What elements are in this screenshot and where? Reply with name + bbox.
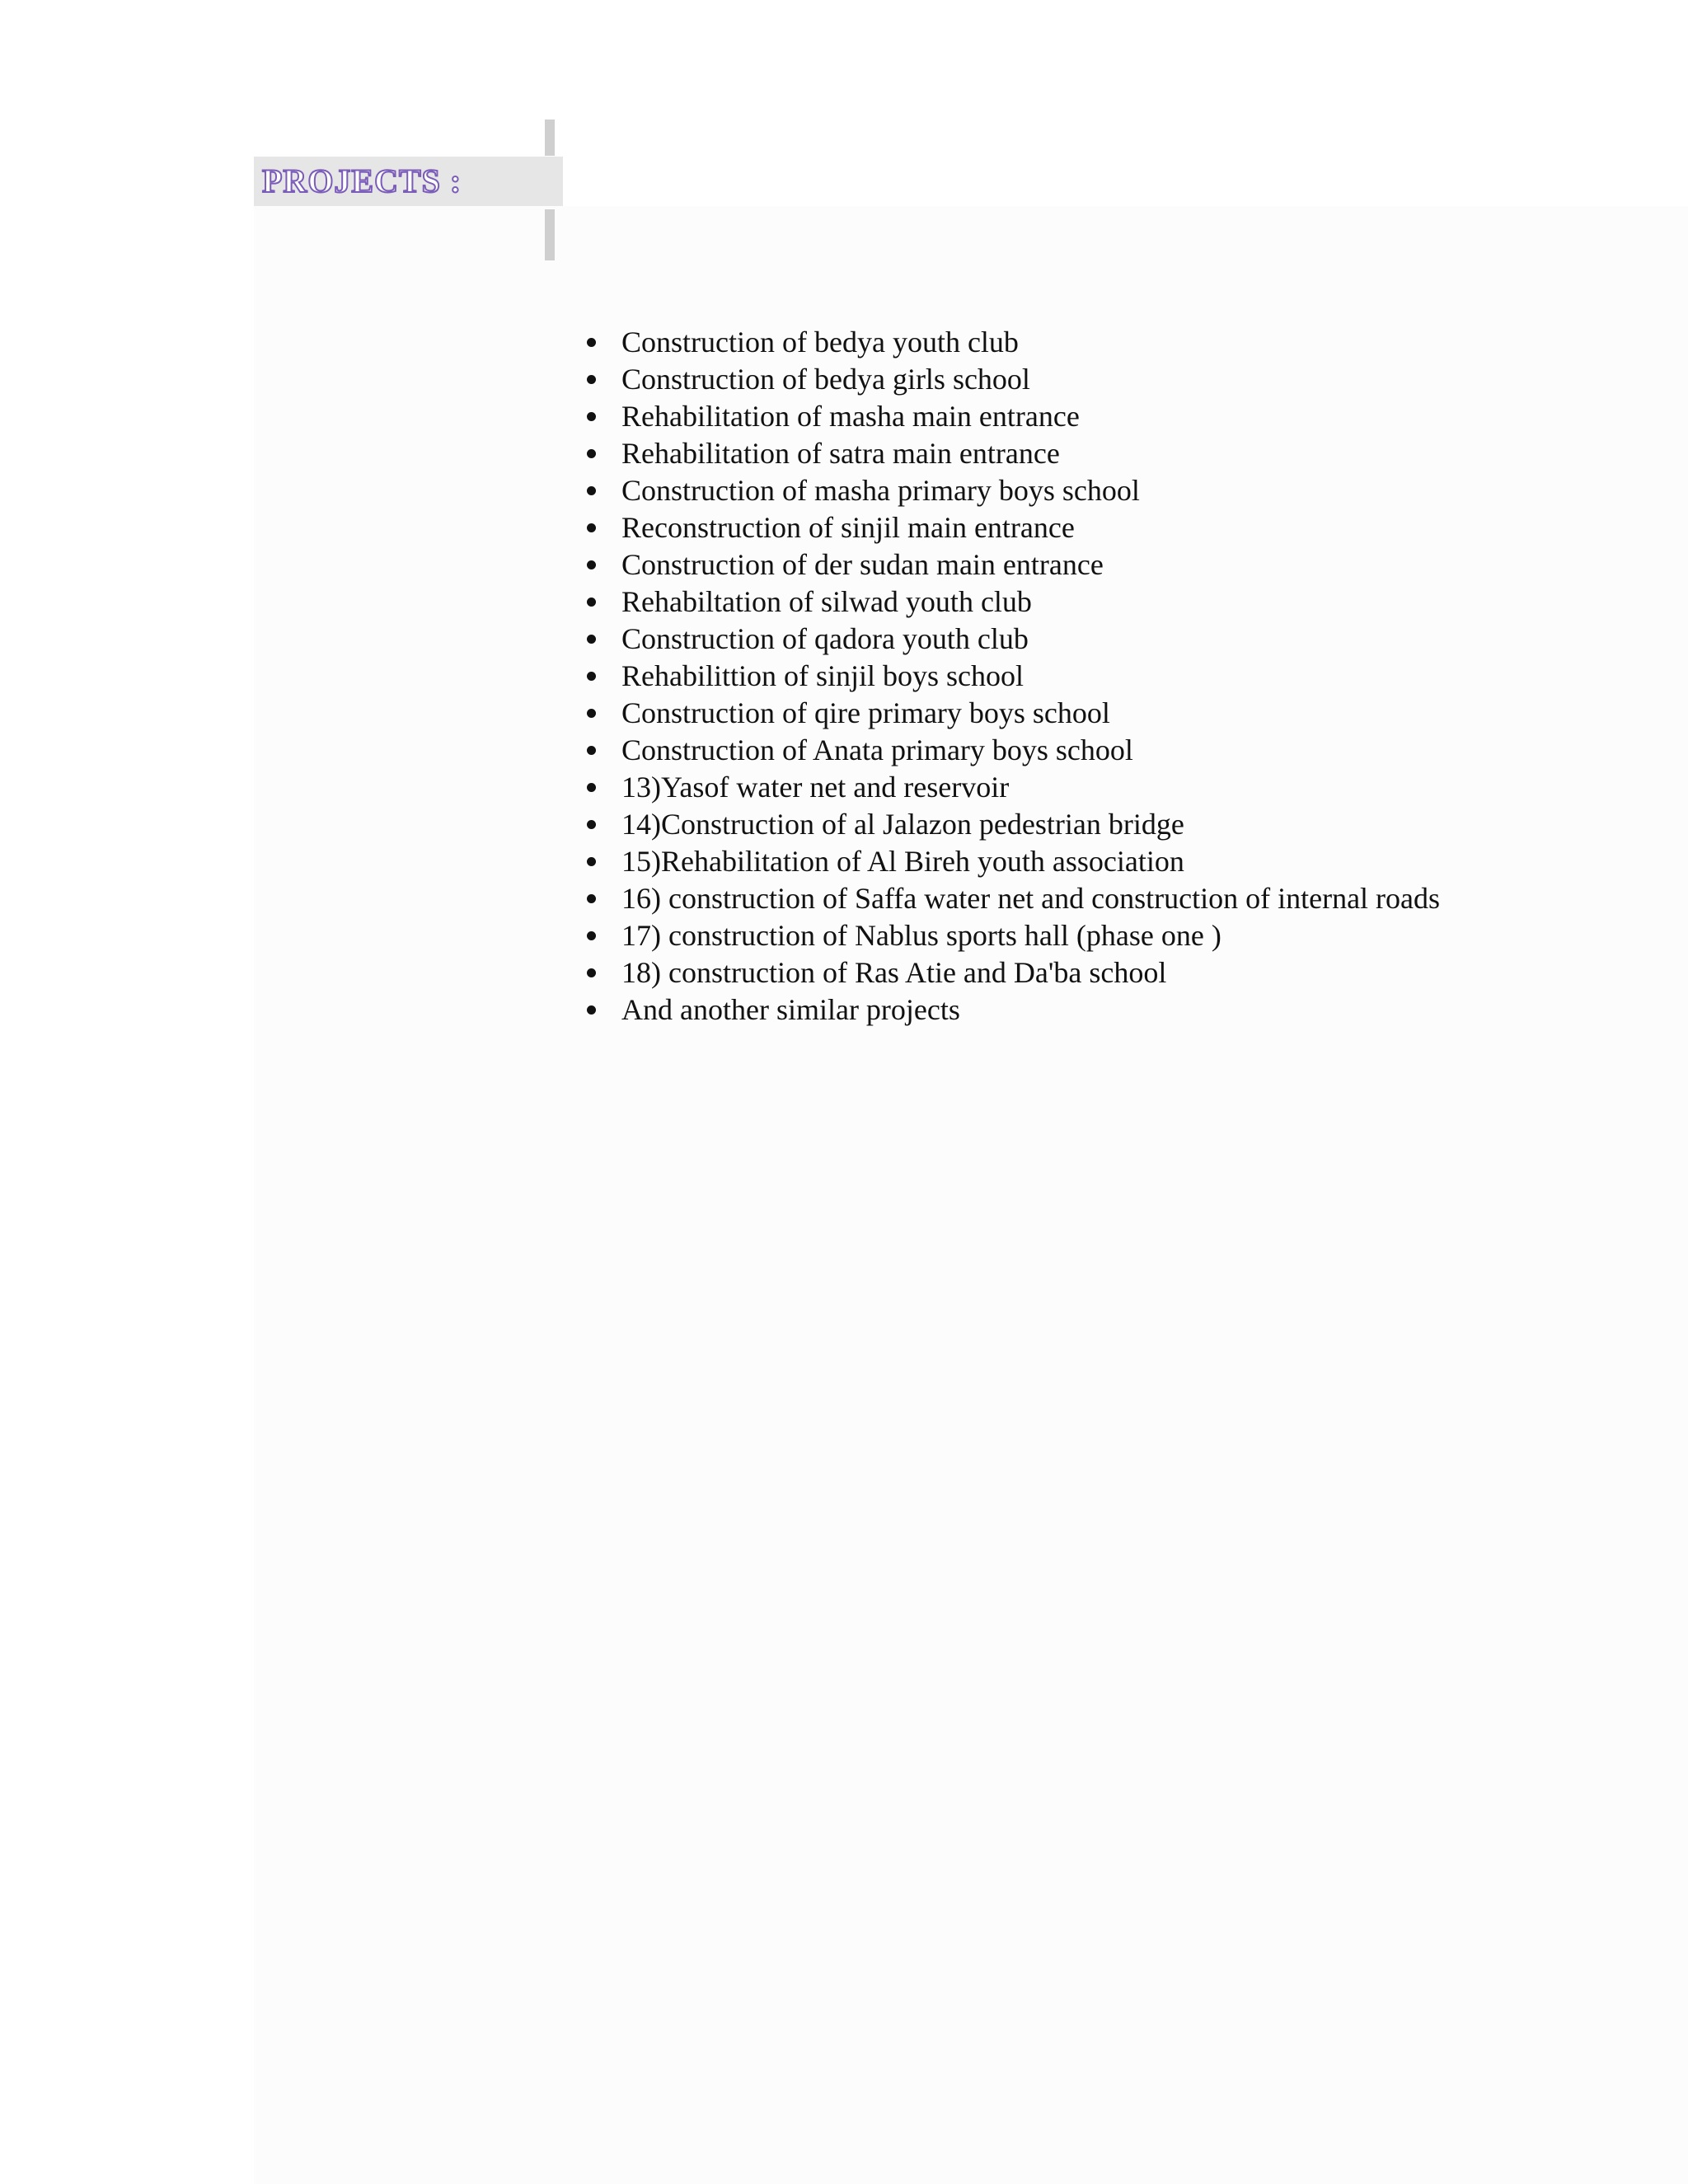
bullet-icon (587, 968, 596, 977)
section-heading: PROJECTS : (262, 162, 462, 199)
project-label: Construction of bedya girls school (621, 363, 1030, 396)
project-item (582, 324, 1440, 361)
project-item (582, 991, 1440, 1029)
bullet-icon (587, 783, 596, 792)
bullet-icon (587, 635, 596, 644)
project-label: Rehabiltation of silwad youth club (621, 585, 1032, 618)
project-label: Construction of masha primary boys school (621, 474, 1140, 507)
bullet-icon (587, 931, 596, 940)
project-item (582, 732, 1440, 769)
project-item (582, 583, 1440, 621)
project-label: 13)Yasof water net and reservoir (621, 771, 1010, 804)
project-item (582, 621, 1440, 658)
bullet-icon (587, 894, 596, 903)
project-label: 14)Construction of al Jalazon pedestrian bridge (621, 808, 1184, 841)
bullet-icon (587, 709, 596, 718)
project-label: Rehabilittion of sinjil boys school (621, 659, 1024, 692)
bullet-icon (587, 672, 596, 681)
bullet-icon (587, 338, 596, 347)
bullet-icon (587, 820, 596, 829)
project-item (582, 435, 1440, 472)
project-item (582, 954, 1440, 991)
bullet-icon (587, 560, 596, 569)
project-label: Rehabilitation of masha main entrance (621, 400, 1080, 433)
project-item (582, 472, 1440, 509)
bullet-icon (587, 375, 596, 384)
bullet-icon (587, 598, 596, 607)
project-item (582, 769, 1440, 806)
project-label: 16) construction of Saffa water net and construction of internal roads (621, 882, 1441, 915)
bullet-icon (587, 746, 596, 755)
project-label: And another similar projects (621, 993, 960, 1026)
projects-list (582, 324, 1440, 1029)
project-item (582, 843, 1440, 880)
project-label: Reconstruction of sinjil main entrance (621, 511, 1075, 544)
project-label: 15)Rehabilitation of Al Bireh youth association (621, 845, 1184, 878)
project-label: 18) construction of Ras Atie and Da'ba school (621, 956, 1167, 989)
project-item (582, 546, 1440, 583)
vertical-rule-top (545, 120, 555, 156)
bullet-icon (587, 523, 596, 532)
bullet-icon (587, 1005, 596, 1015)
project-label: Construction of Anata primary boys school (621, 733, 1133, 766)
bullet-icon (587, 857, 596, 866)
project-item (582, 361, 1440, 398)
bullet-icon (587, 412, 596, 421)
project-item (582, 880, 1440, 917)
bullet-icon (587, 486, 596, 495)
project-label: Construction of der sudan main entrance (621, 548, 1104, 581)
project-label: Construction of qadora youth club (621, 622, 1029, 655)
project-label: 17) construction of Nablus sports hall (phase one ) (621, 919, 1221, 952)
project-item (582, 917, 1440, 954)
project-label: Rehabilitation of satra main entrance (621, 437, 1060, 470)
project-item (582, 806, 1440, 843)
vertical-rule-bottom (545, 209, 555, 260)
project-item (582, 695, 1440, 732)
project-label: Construction of qire primary boys school (621, 696, 1110, 729)
project-item (582, 398, 1440, 435)
project-item (582, 658, 1440, 695)
bullet-icon (587, 449, 596, 458)
project-item (582, 509, 1440, 546)
project-label: Construction of bedya youth club (621, 326, 1019, 359)
